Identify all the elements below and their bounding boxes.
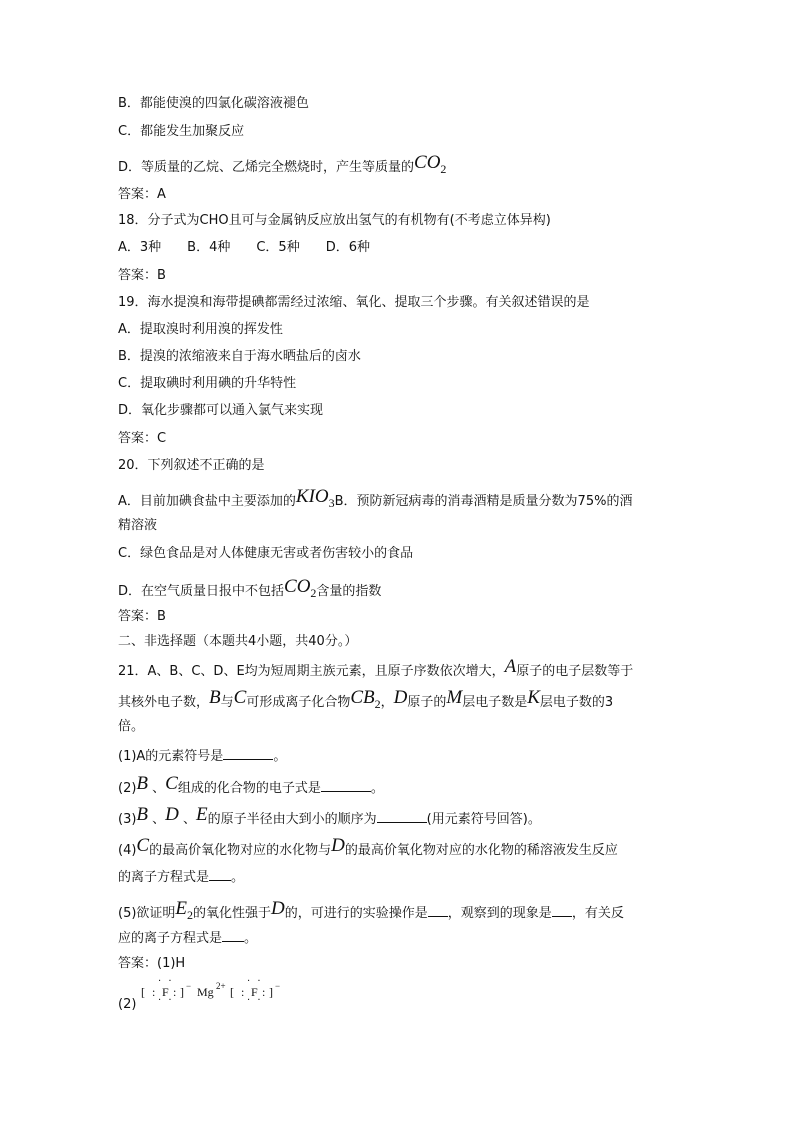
var-d: D: [271, 898, 285, 919]
q21-part-3: [118, 804, 541, 828]
var-c: C: [233, 687, 247, 708]
var-d: D: [165, 804, 179, 825]
q21-part-text: (1)A的元素符号是: [118, 749, 224, 764]
q21-stem-line3: 倍。: [118, 719, 145, 734]
q21-part-text: 的，可进行的实验操作是: [284, 906, 428, 921]
bracket-left: [: [141, 985, 145, 999]
electron-pair: :: [262, 985, 266, 999]
formula-e2-subscript: 2: [187, 908, 194, 922]
fluorine-symbol: F: [251, 985, 258, 999]
q19-option-b: B．提溴的浓缩液来自于海水晒盐后的卤水: [118, 349, 361, 364]
q21-part-text: (2): [118, 781, 137, 796]
q19-answer: 答案：C: [118, 431, 167, 446]
q21-part-4-line2: [118, 868, 244, 886]
q21-stem-text: 原子的: [407, 695, 447, 710]
q18-answer: 答案：B: [118, 268, 166, 283]
q21-stem-text: 层电子数的3: [539, 695, 614, 710]
q21-stem-line1: [118, 656, 634, 680]
q19-stem: 19．海水提溴和海带提碘都需经过浓缩、氧化、提取三个步骤。有关叙述错误的是: [118, 295, 590, 310]
q21-part-text: (5)欲证明: [118, 906, 176, 921]
q20-answer: 答案：B: [118, 609, 166, 624]
q21-part-text: 组成的化合物的电子式是: [177, 781, 321, 796]
q21-part-text: 。: [231, 870, 245, 885]
section-heading: 二、非选择题（本题共4小题，共40分。）: [118, 634, 358, 649]
var-d: D: [331, 835, 345, 856]
q21-part-1: [118, 747, 286, 765]
var-c: C: [165, 773, 178, 794]
q19-option-d: D．氧化步骤都可以通入氯气来实现: [118, 403, 324, 418]
electron-formula: [141, 976, 311, 1015]
q18-stem: 18．分子式为CHO且可与金属钠反应放出氢气的有机物有(不考虑立体异构): [118, 213, 551, 228]
q21-part-text: 、: [148, 812, 166, 827]
q21-answer-2-label: (2): [118, 997, 137, 1012]
q20-stem: 20．下列叙述不正确的是: [118, 458, 265, 473]
q21-stem-text: 其核外电子数，: [118, 695, 210, 710]
electron-dots: · ·: [247, 995, 263, 1006]
q20-option-d: [118, 576, 382, 600]
electron-pair: :: [173, 985, 177, 999]
q21-stem-line2: [118, 687, 614, 711]
q20-option-a-b: [118, 486, 633, 510]
answer-blank[interactable]: [223, 747, 273, 760]
var-c: C: [136, 835, 150, 856]
q20-option-a-text: A．目前加碘食盐中主要添加的: [118, 494, 296, 509]
var-e: E: [196, 804, 208, 825]
q21-part-text: 、: [178, 812, 197, 827]
charge-label: −: [275, 981, 281, 991]
electron-dots: · ·: [158, 976, 174, 987]
q21-part-text: (用元素符号回答)。: [426, 812, 541, 827]
bracket-right: ]: [269, 985, 273, 999]
q21-part-text: (3): [118, 812, 137, 827]
electron-dots: · ·: [158, 995, 174, 1006]
q21-part-text: 的最高价氧化物对应的水化物与: [149, 843, 332, 858]
q21-part-text: 的最高价氧化物对应的水化物的稀溶液发生反应: [344, 843, 618, 858]
q21-part-text: 的离子方程式是: [118, 870, 210, 885]
q21-part-text: 应的离子方程式是: [118, 931, 223, 946]
var-b: B: [136, 773, 149, 794]
formula-co2-subscript: 2: [440, 162, 447, 176]
q21-stem-text: 层电子数是: [462, 695, 528, 710]
q19-option-c: C．提取碘时利用碘的升华特性: [118, 376, 297, 391]
q20-option-b-cont: 精溶液: [118, 518, 158, 533]
q21-part-4: [118, 835, 618, 859]
charge-label: 2+: [216, 981, 226, 991]
charge-label: −: [186, 981, 192, 991]
q17-option-d-text: D．等质量的乙烷、乙烯完全燃烧时，产生等质量的: [118, 160, 415, 175]
formula-kio3: KIO: [295, 486, 329, 507]
formula-co2: CO: [284, 576, 311, 597]
q17-option-c: C．都能发生加聚反应: [118, 124, 245, 139]
q21-part-text: ，有关反: [571, 906, 624, 921]
formula-kio3-subscript: 3: [328, 496, 335, 510]
q21-stem-text: 原子的电子层数等于: [516, 664, 634, 679]
var-b: B: [209, 687, 221, 708]
formula-co2-subscript: 2: [310, 586, 317, 600]
q21-part-2: [118, 773, 384, 797]
magnesium-symbol: Mg: [197, 985, 214, 999]
var-e: E: [175, 898, 188, 919]
q21-part-text: 。: [273, 749, 287, 764]
formula-cb2-subscript: 2: [374, 697, 381, 711]
q21-part-text: 的氧化性强于: [193, 906, 272, 921]
fluorine-symbol: F: [162, 985, 169, 999]
electron-pair: :: [152, 985, 156, 999]
q17-option-d: [118, 152, 447, 176]
q20-option-d-text: D．在空气质量日报中不包括: [118, 584, 285, 599]
q18-options: A．3种 B．4种 C．5种 D．6种: [118, 240, 370, 255]
q20-option-b-text: B．预防新冠病毒的消毒酒精是质量分数为75%的酒: [334, 494, 633, 509]
answer-blank[interactable]: [222, 929, 244, 942]
q21-part-text: 。: [370, 781, 384, 796]
answer-blank[interactable]: [377, 810, 427, 823]
q21-part-text: 。: [244, 931, 258, 946]
q21-part-text: (4): [118, 843, 137, 858]
q17-option-b: B．都能使溴的四氯化碳溶液褪色: [118, 96, 309, 111]
q21-stem-text: 与: [220, 695, 234, 710]
q20-option-d-text-end: 含量的指数: [316, 584, 382, 599]
q21-answer-1: 答案：(1)H: [118, 956, 186, 971]
q21-stem-text: 21．A、B、C、D、E均为短周期主族元素，且原子序数依次增大，: [118, 664, 505, 679]
q21-part-5: [118, 898, 624, 922]
answer-blank[interactable]: [428, 904, 448, 917]
answer-blank[interactable]: [552, 904, 572, 917]
q21-part-text: 、: [148, 781, 166, 796]
q21-part-5-line2: [118, 929, 257, 947]
var-d: D: [393, 687, 408, 708]
formula-cb2: CB: [350, 687, 375, 708]
q21-stem-text: 可形成离子化合物: [246, 695, 351, 710]
electron-pair: :: [241, 985, 245, 999]
q21-part-text: ，观察到的现象是: [447, 906, 552, 921]
var-m: M: [446, 687, 463, 708]
q21-part-text: 的原子半径由大到小的顺序为: [207, 812, 377, 827]
var-b: B: [136, 804, 149, 825]
bracket-left: [: [230, 985, 234, 999]
answer-blank[interactable]: [209, 868, 231, 881]
q21-stem-text: ，: [380, 695, 394, 710]
q20-option-c: C．绿色食品是对人体健康无害或者伤害较小的食品: [118, 546, 414, 561]
q17-answer: 答案：A: [118, 187, 166, 202]
var-a: A: [504, 656, 517, 677]
var-k: K: [527, 687, 540, 708]
formula-co2: CO: [414, 152, 441, 173]
q19-option-a: A．提取溴时利用溴的挥发性: [118, 322, 283, 337]
electron-dots: · ·: [247, 976, 263, 987]
answer-blank[interactable]: [321, 779, 371, 792]
bracket-right: ]: [180, 985, 184, 999]
